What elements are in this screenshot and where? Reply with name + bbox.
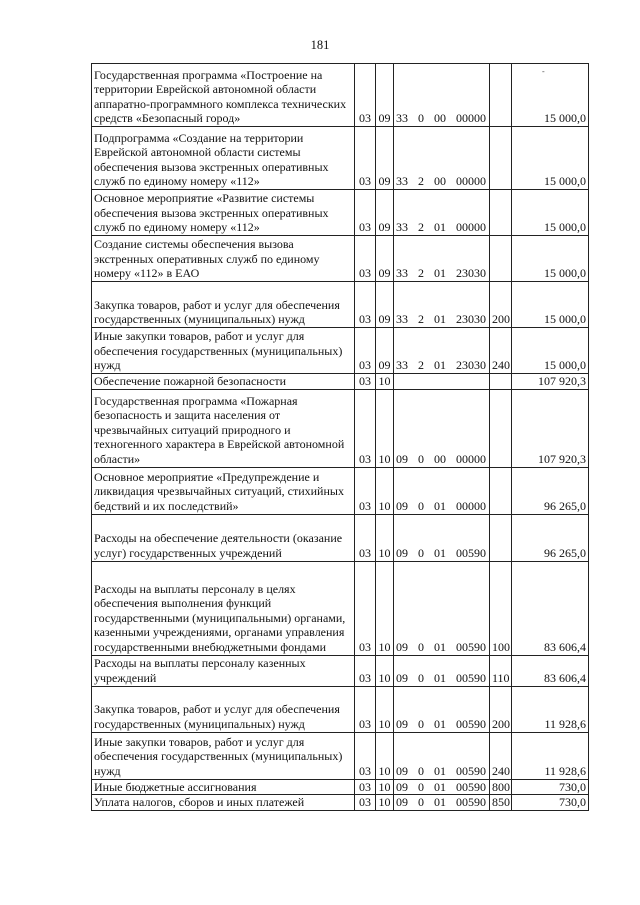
table-row <box>92 514 589 561</box>
row-expense-type-cell: 200 <box>490 282 512 328</box>
row-name-cell: Обеспечение пожарной безопасности <box>92 374 355 390</box>
row-subsection-cell: 10 <box>376 779 394 795</box>
row-target-article-cell: 09 0 00 00000 <box>394 389 490 467</box>
row-subsection-cell: 10 <box>376 514 394 561</box>
row-name-cell: Основное мероприятие «Предупреждение и ликвидация чрезвычайных ситуаций, стихийных бедствий и их последствий» <box>92 467 355 514</box>
table-row <box>92 561 589 655</box>
row-target-article-cell: 33 2 01 23030 <box>394 282 490 328</box>
table-row <box>92 374 589 390</box>
row-section-cell: 03 <box>355 328 376 374</box>
row-section-cell: 03 <box>355 127 376 190</box>
table-row <box>92 389 589 467</box>
row-target-article-cell <box>394 374 490 390</box>
row-name-cell: Подпрограмма «Создание на территории Еврейской автономной области системы обеспечения вызова экстренных оперативных служб по единому номеру «112» <box>92 127 355 190</box>
row-sum-cell: 107 920,3 <box>512 389 589 467</box>
row-section-cell: 03 <box>355 389 376 467</box>
row-section-cell: 03 <box>355 190 376 236</box>
budget-table-body <box>92 64 589 811</box>
row-target-article-cell: 09 0 01 00590 <box>394 514 490 561</box>
table-row <box>92 467 589 514</box>
row-section-cell: 03 <box>355 282 376 328</box>
budget-table <box>91 63 589 811</box>
row-section-cell: 03 <box>355 374 376 390</box>
row-subsection-cell: 09 <box>376 328 394 374</box>
row-expense-type-cell <box>490 467 512 514</box>
page-number: 181 <box>310 38 330 52</box>
row-sum-cell: 15 000,0 <box>512 328 589 374</box>
row-section-cell: 03 <box>355 236 376 282</box>
row-target-article-cell: 09 0 01 00590 <box>394 655 490 686</box>
row-expense-type-cell: 110 <box>490 655 512 686</box>
row-expense-type-cell <box>490 514 512 561</box>
table-row <box>92 732 589 779</box>
row-expense-type-cell <box>490 127 512 190</box>
row-subsection-cell: 10 <box>376 655 394 686</box>
row-section-cell: 03 <box>355 561 376 655</box>
row-sum-cell: 83 606,4 <box>512 655 589 686</box>
row-subsection-cell: 09 <box>376 64 394 127</box>
row-expense-type-cell: 800 <box>490 779 512 795</box>
table-row <box>92 282 589 328</box>
row-subsection-cell: 10 <box>376 795 394 811</box>
row-sum-cell: 107 920,3 <box>512 374 589 390</box>
row-expense-type-cell: 100 <box>490 561 512 655</box>
row-target-article-cell: 09 0 01 00590 <box>394 686 490 732</box>
row-expense-type-cell <box>490 374 512 390</box>
row-name-cell: Основное мероприятие «Развитие системы обеспечения вызова экстренных оперативных служб по единому номеру «112» <box>92 190 355 236</box>
row-section-cell: 03 <box>355 686 376 732</box>
row-subsection-cell: 10 <box>376 561 394 655</box>
row-sum-cell: 15 000,0 <box>512 282 589 328</box>
row-section-cell: 03 <box>355 779 376 795</box>
row-target-article-cell: 33 2 01 00000 <box>394 190 490 236</box>
row-name-cell: Создание системы обеспечения вызова экстренных оперативных служб по единому номеру «112» в ЕАО <box>92 236 355 282</box>
row-subsection-cell: 09 <box>376 282 394 328</box>
row-section-cell: 03 <box>355 655 376 686</box>
row-sum-cell: 96 265,0 <box>512 467 589 514</box>
table-row <box>92 328 589 374</box>
table-row <box>92 64 589 127</box>
row-expense-type-cell: 240 <box>490 328 512 374</box>
table-row <box>92 127 589 190</box>
row-name-cell: Закупка товаров, работ и услуг для обеспечения государственных (муниципальных) нужд <box>92 686 355 732</box>
row-target-article-cell: 33 2 01 23030 <box>394 328 490 374</box>
row-name-cell: Расходы на выплаты персоналу в целях обеспечения выполнения функций государственными (муниципальными) органами, казенными учреждениями, органами управления государственными внебюджетными фондами <box>92 561 355 655</box>
row-expense-type-cell <box>490 190 512 236</box>
table-row <box>92 779 589 795</box>
row-name-cell: Расходы на обеспечение деятельности (оказание услуг) государственных учреждений <box>92 514 355 561</box>
row-subsection-cell: 10 <box>376 467 394 514</box>
table-row <box>92 236 589 282</box>
row-sum-cell: 83 606,4 <box>512 561 589 655</box>
table-row <box>92 190 589 236</box>
row-name-cell: Уплата налогов, сборов и иных платежей <box>92 795 355 811</box>
row-name-cell: Иные закупки товаров, работ и услуг для обеспечения государственных (муниципальных) нужд <box>92 328 355 374</box>
row-name-cell: Иные закупки товаров, работ и услуг для обеспечения государственных (муниципальных) нужд <box>92 732 355 779</box>
row-expense-type-cell <box>490 389 512 467</box>
row-target-article-cell: 09 0 01 00000 <box>394 467 490 514</box>
row-target-article-cell: 09 0 01 00590 <box>394 779 490 795</box>
row-name-cell: Государственная программа «Построение на территории Еврейской автономной области аппаратно-программного комплекса технических средств «Безопасный город» <box>92 64 355 127</box>
row-name-cell: Государственная программа «Пожарная безопасность и защита населения от чрезвычайных ситуаций природного и техногенного характера в Еврейской автономной области» <box>92 389 355 467</box>
row-subsection-cell: 09 <box>376 236 394 282</box>
row-name-cell: Закупка товаров, работ и услуг для обеспечения государственных (муниципальных) нужд <box>92 282 355 328</box>
table-row <box>92 795 589 811</box>
row-expense-type-cell <box>490 64 512 127</box>
row-subsection-cell: 09 <box>376 127 394 190</box>
row-subsection-cell: 10 <box>376 732 394 779</box>
row-section-cell: 03 <box>355 732 376 779</box>
row-target-article-cell: 33 2 00 00000 <box>394 127 490 190</box>
row-sum-cell: 15 000,0 <box>512 236 589 282</box>
row-expense-type-cell: 850 <box>490 795 512 811</box>
row-subsection-cell: 10 <box>376 389 394 467</box>
row-target-article-cell: 09 0 01 00590 <box>394 795 490 811</box>
row-section-cell: 03 <box>355 795 376 811</box>
stray-mark: - <box>542 67 545 76</box>
row-target-article-cell: 33 2 01 23030 <box>394 236 490 282</box>
row-target-article-cell: 09 0 01 00590 <box>394 561 490 655</box>
row-section-cell: 03 <box>355 64 376 127</box>
row-sum-cell: 730,0 <box>512 795 589 811</box>
row-expense-type-cell <box>490 236 512 282</box>
row-target-article-cell: 09 0 01 00590 <box>394 732 490 779</box>
row-sum-cell: 15 000,0 <box>512 127 589 190</box>
row-expense-type-cell: 200 <box>490 686 512 732</box>
row-sum-cell: 11 928,6 <box>512 686 589 732</box>
row-sum-cell: 11 928,6 <box>512 732 589 779</box>
row-subsection-cell: 10 <box>376 374 394 390</box>
table-row <box>92 655 589 686</box>
row-sum-cell: 730,0 <box>512 779 589 795</box>
row-section-cell: 03 <box>355 514 376 561</box>
row-sum-cell: 15 000,0 <box>512 64 589 127</box>
row-expense-type-cell: 240 <box>490 732 512 779</box>
row-subsection-cell: 09 <box>376 190 394 236</box>
row-section-cell: 03 <box>355 467 376 514</box>
row-sum-cell: 15 000,0 <box>512 190 589 236</box>
row-subsection-cell: 10 <box>376 686 394 732</box>
row-target-article-cell: 33 0 00 00000 <box>394 64 490 127</box>
row-sum-cell: 96 265,0 <box>512 514 589 561</box>
row-name-cell: Иные бюджетные ассигнования <box>92 779 355 795</box>
row-name-cell: Расходы на выплаты персоналу казенных учреждений <box>92 655 355 686</box>
table-row <box>92 686 589 732</box>
